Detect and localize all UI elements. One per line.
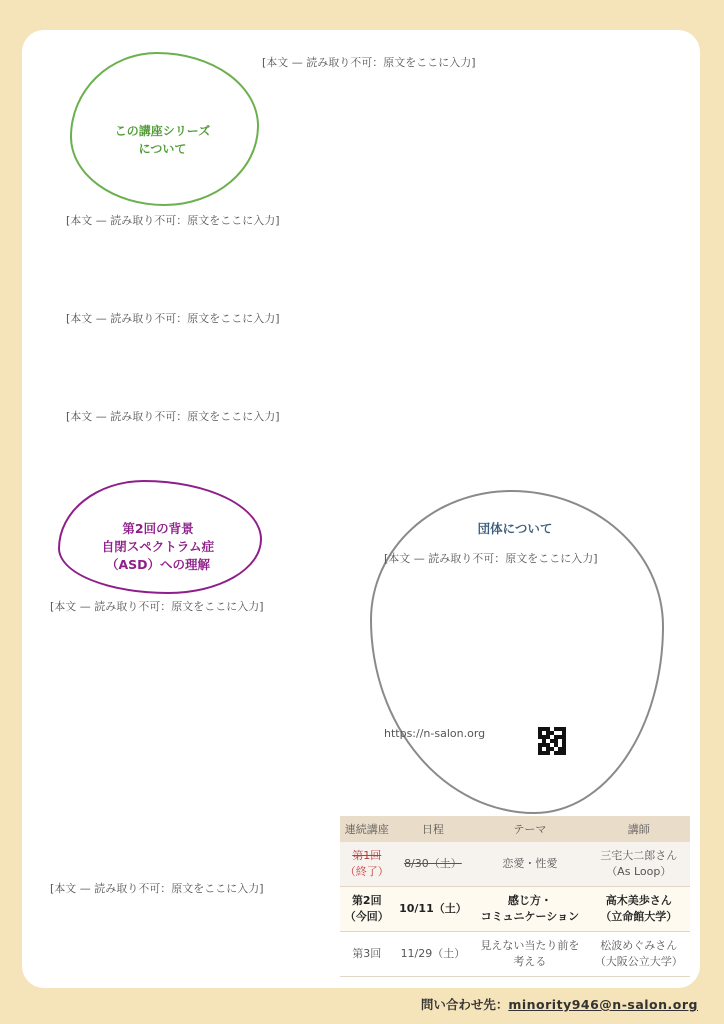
session-status: （今回） — [344, 910, 389, 923]
series-heading — [70, 122, 255, 158]
lecturer-affiliation: （立命館大学） — [600, 910, 678, 923]
date-cell: 8/30（土） — [394, 842, 473, 887]
header-session: 連続講座 — [340, 816, 394, 842]
contact-line — [421, 995, 698, 1013]
session-cell — [340, 887, 394, 932]
header-lecturer: 講師 — [588, 816, 690, 842]
session-status: （終了） — [344, 865, 389, 878]
lecturer-name: 高木美歩さん — [605, 894, 672, 907]
schedule-row-3 — [340, 932, 690, 977]
background-heading-line1: 第2回の背景 — [122, 521, 194, 536]
lecturer-cell — [588, 932, 690, 977]
schedule-table — [340, 816, 690, 977]
lecturer-name: 三宅大二郎さん — [600, 849, 678, 862]
theme-cell — [472, 932, 587, 977]
theme-cell — [472, 887, 587, 932]
org-description: [本文 — 読み取り不可：原文をここに入力] — [384, 552, 598, 565]
theme-line1: 見えない当たり前を — [480, 939, 580, 952]
contact-email[interactable]: minority946@n-salon.org — [508, 997, 698, 1012]
org-url[interactable]: https://n-salon.org — [384, 727, 486, 740]
lecturer-cell — [588, 842, 690, 887]
background-heading-line3: （ASD）への理解 — [105, 557, 211, 572]
series-paragraph-1: [本文 — 読み取り不可：原文をここに入力] — [262, 56, 476, 69]
header-theme: テーマ — [472, 816, 587, 842]
background-paragraph-1: [本文 — 読み取り不可：原文をここに入力] — [50, 600, 264, 613]
schedule-row-1 — [340, 842, 690, 887]
lecturer-name: 松波めぐみさん — [600, 939, 678, 952]
background-heading-line2: 自閉スペクトラム症 — [101, 539, 215, 554]
series-paragraph-3: [本文 — 読み取り不可：原文をここに入力] — [66, 312, 280, 325]
theme-cell: 恋愛・性愛 — [472, 842, 587, 887]
schedule-row-2 — [340, 887, 690, 932]
lecturer-cell — [588, 887, 690, 932]
session-number: 第2回 — [351, 894, 382, 907]
session-number: 第1回 — [352, 849, 382, 862]
lecturer-affiliation: （As Loop） — [606, 865, 672, 878]
theme-line2: コミュニケーション — [480, 910, 580, 923]
theme-line1: 感じ方・ — [507, 894, 552, 907]
theme-line2: 考える — [513, 955, 547, 968]
series-paragraph-4: [本文 — 読み取り不可：原文をここに入力] — [66, 410, 280, 423]
org-heading: 団体について — [477, 521, 553, 536]
background-heading — [58, 520, 258, 574]
session-cell — [340, 842, 394, 887]
series-heading-line1: この講座シリーズ — [114, 124, 211, 138]
series-heading-line2: について — [138, 142, 187, 156]
session-cell: 第3回 — [340, 932, 394, 977]
contact-label: 問い合わせ先： — [420, 997, 509, 1012]
date-cell: 11/29（土） — [394, 932, 473, 977]
qr-code[interactable] — [538, 727, 566, 755]
schedule-header-row — [340, 816, 690, 842]
background-paragraph-2: [本文 — 読み取り不可：原文をここに入力] — [50, 882, 264, 895]
header-date: 日程 — [394, 816, 473, 842]
lecturer-affiliation: （大阪公立大学） — [594, 955, 683, 968]
series-paragraph-2: [本文 — 読み取り不可：原文をここに入力] — [66, 214, 280, 227]
date-cell: 10/11（土） — [394, 887, 473, 932]
